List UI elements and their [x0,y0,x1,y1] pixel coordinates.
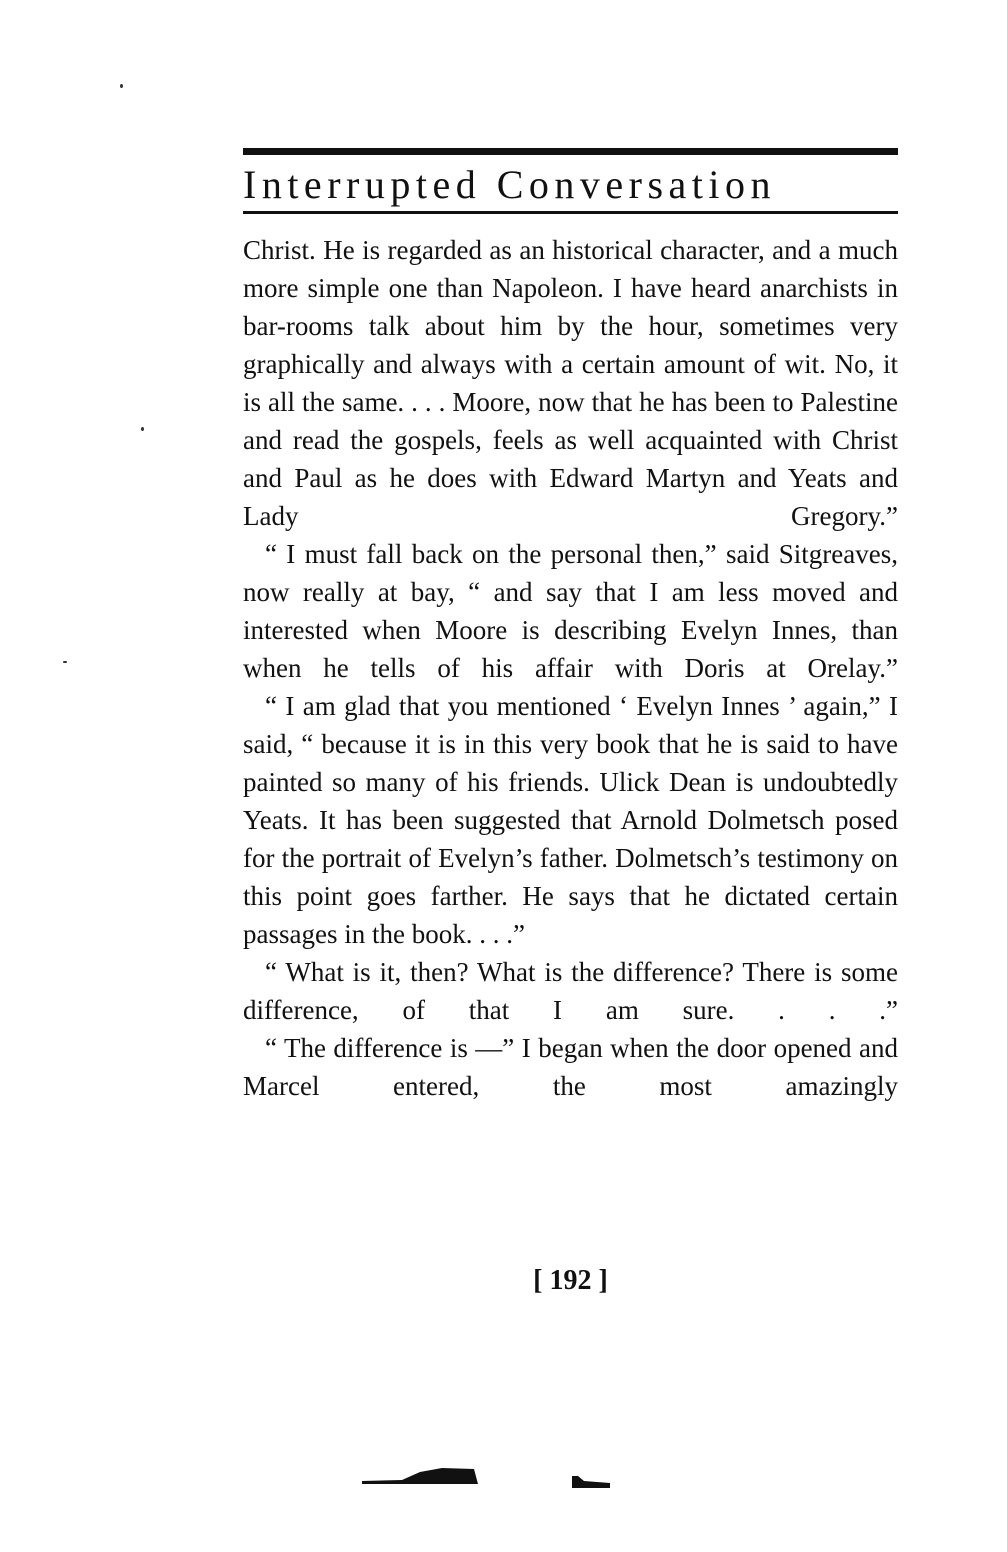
paragraph: Christ. He is regarded as an historical character, and a much more simple one than Napoleon. I have heard anarchists in bar-rooms talk about him by the hour, sometimes very graphically and always with a certain amount of wit. No, it is all the same. . . . Moore, now that he has been to Palestine and read the gospels, feels as well acquainted with Christ and Paul as he does with Edward Martyn and Yeats and Lady Gregory.” [243,235,898,531]
paragraph: “ The difference is —” I began when the door opened and Marcel entered, the most amazingly [243,1033,898,1101]
scan-mark [362,1468,478,1484]
ink-speck [141,427,144,431]
ink-speck [63,661,67,663]
paragraph: “ I am glad that you mentioned ‘ Evelyn Innes ’ again,” I said, “ because it is in this very book that he is said to have painted so many of his friends. Ulick Dean is undoubtedly Yeats. It has been suggested that Arnold Dolmetsch posed for the portrait of Evelyn’s father. Dolmetsch’s testimony on this point goes farther. He says that he dictated certain passages in the book. . . .” [243,691,898,949]
paragraph: “ What is it, then? What is the difference? There is some difference, of that I am sure. . . .” [243,957,898,1025]
running-head: Interrupted Conversation [243,162,776,207]
page-number: [ 192 ] [533,1265,608,1296]
paragraph: “ I must fall back on the personal then,” said Sitgreaves, now really at bay, “ and say that I am less moved and interested when Moore is describing Evelyn Innes, than when he tells of his affair with Doris at Orelay.” [243,539,898,683]
body-text [243,231,898,1105]
ink-speck [120,84,123,88]
head-rule [243,211,898,214]
scan-mark [572,1476,610,1488]
top-rule [243,148,898,155]
